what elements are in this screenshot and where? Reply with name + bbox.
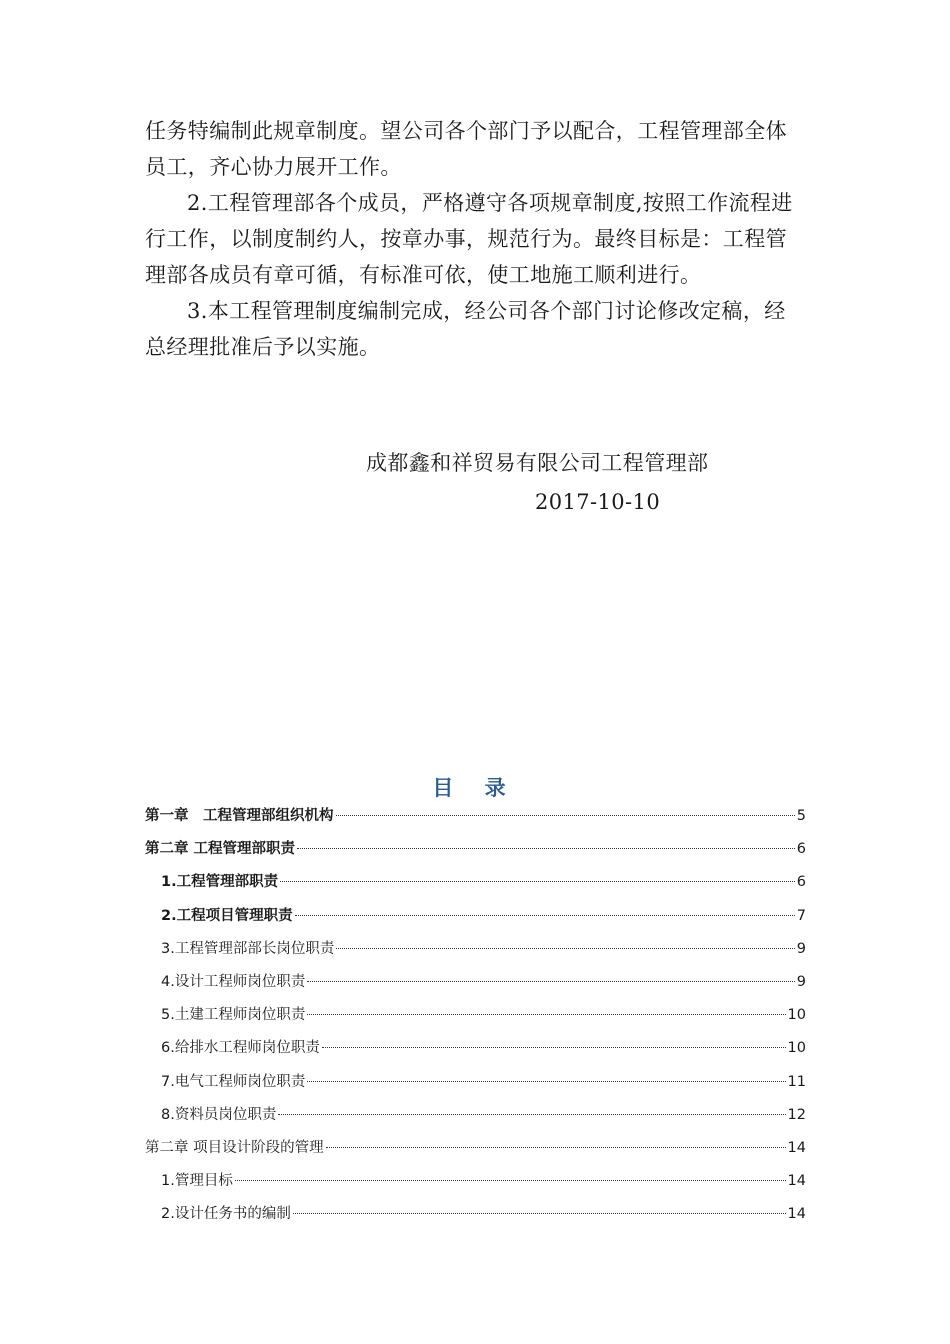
toc-entry-label: 3.工程管理部部长岗位职责 <box>161 940 335 957</box>
toc-title: 目 录 <box>432 776 518 800</box>
body-paragraph: 3.本工程管理制度编制完成，经公司各个部门讨论修改定稿，经总经理批准后予以实施。 <box>145 299 786 359</box>
toc-entry-label: 8.资料员岗位职责 <box>161 1106 277 1123</box>
toc-entry[interactable] <box>145 900 806 933</box>
toc-dot-leader <box>307 981 794 982</box>
toc-entry-label: 5.土建工程师岗位职责 <box>161 1007 306 1024</box>
toc-entry-label: 1.管理目标 <box>161 1173 233 1190</box>
toc-entry-label: 2.工程项目管理职责 <box>161 907 293 924</box>
signature-date: 2017-10-10 <box>535 490 661 514</box>
toc-entry[interactable] <box>145 1032 806 1065</box>
body-paragraph: 任务特编制此规章制度。望公司各个部门予以配合，工程管理部全体员工，齐心协力展开工作。 <box>145 119 787 179</box>
toc-entry[interactable] <box>145 966 806 999</box>
toc-entry[interactable] <box>145 866 806 899</box>
toc-entry[interactable] <box>145 1198 806 1231</box>
body-text <box>145 113 805 365</box>
toc-dot-leader <box>322 1047 786 1048</box>
toc-entry-page: 6 <box>796 841 806 858</box>
toc-entry[interactable] <box>145 1132 806 1165</box>
toc-entry[interactable] <box>145 933 806 966</box>
toc-dot-leader <box>295 915 795 916</box>
toc-dot-leader <box>280 881 795 882</box>
toc-dot-leader <box>235 1180 786 1181</box>
toc-dot-leader <box>278 1114 785 1115</box>
toc-dot-leader <box>336 948 794 949</box>
toc-entry[interactable] <box>145 1099 806 1132</box>
toc-entry-label: 6.给排水工程师岗位职责 <box>161 1040 320 1057</box>
toc-dot-leader <box>336 815 795 816</box>
toc-dot-leader <box>297 848 795 849</box>
toc-entry-page: 14 <box>787 1173 806 1190</box>
body-paragraph: 2.工程管理部各个成员，严格遵守各项规章制度,按照工作流程进行工作，以制度制约人，按章办事，规范行为。最终目标是：工程管理部各成员有章可循，有标准可依，使工地施工顺利进行。 <box>145 191 793 287</box>
toc-entry-label: 第一章 工程管理部组织机构 <box>145 808 334 824</box>
toc-entry-label: 7.电气工程师岗位职责 <box>161 1073 306 1090</box>
toc-entry-page: 5 <box>796 808 806 824</box>
toc-entry[interactable] <box>145 999 806 1032</box>
table-of-contents <box>145 800 806 1231</box>
toc-entry-label: 第二章 工程管理部职责 <box>145 841 296 858</box>
toc-entry-page: 9 <box>796 973 806 990</box>
toc-entry-page: 9 <box>796 940 806 957</box>
toc-entry-label: 第二章 项目设计阶段的管理 <box>145 1139 324 1156</box>
toc-entry-page: 6 <box>796 874 806 891</box>
toc-entry[interactable] <box>145 1066 806 1099</box>
toc-entry-label: 2.设计任务书的编制 <box>161 1206 291 1223</box>
toc-entry-page: 10 <box>787 1007 806 1024</box>
toc-entry[interactable] <box>145 833 806 866</box>
toc-entry-label: 4.设计工程师岗位职责 <box>161 973 306 990</box>
toc-dot-leader <box>307 1081 785 1082</box>
toc-entry[interactable] <box>145 800 806 833</box>
toc-dot-leader <box>293 1213 786 1214</box>
signature-org: 成都鑫和祥贸易有限公司工程管理部 <box>366 451 709 475</box>
toc-entry-page: 10 <box>787 1040 806 1057</box>
toc-entry-page: 11 <box>787 1073 806 1090</box>
toc-entry[interactable] <box>145 1165 806 1198</box>
toc-entry-label: 1.工程管理部职责 <box>161 874 279 891</box>
toc-dot-leader <box>307 1014 785 1015</box>
toc-entry-page: 14 <box>787 1139 806 1156</box>
toc-dot-leader <box>326 1147 786 1148</box>
toc-entry-page: 14 <box>787 1206 806 1223</box>
toc-entry-page: 12 <box>787 1106 806 1123</box>
toc-entry-page: 7 <box>796 907 806 924</box>
